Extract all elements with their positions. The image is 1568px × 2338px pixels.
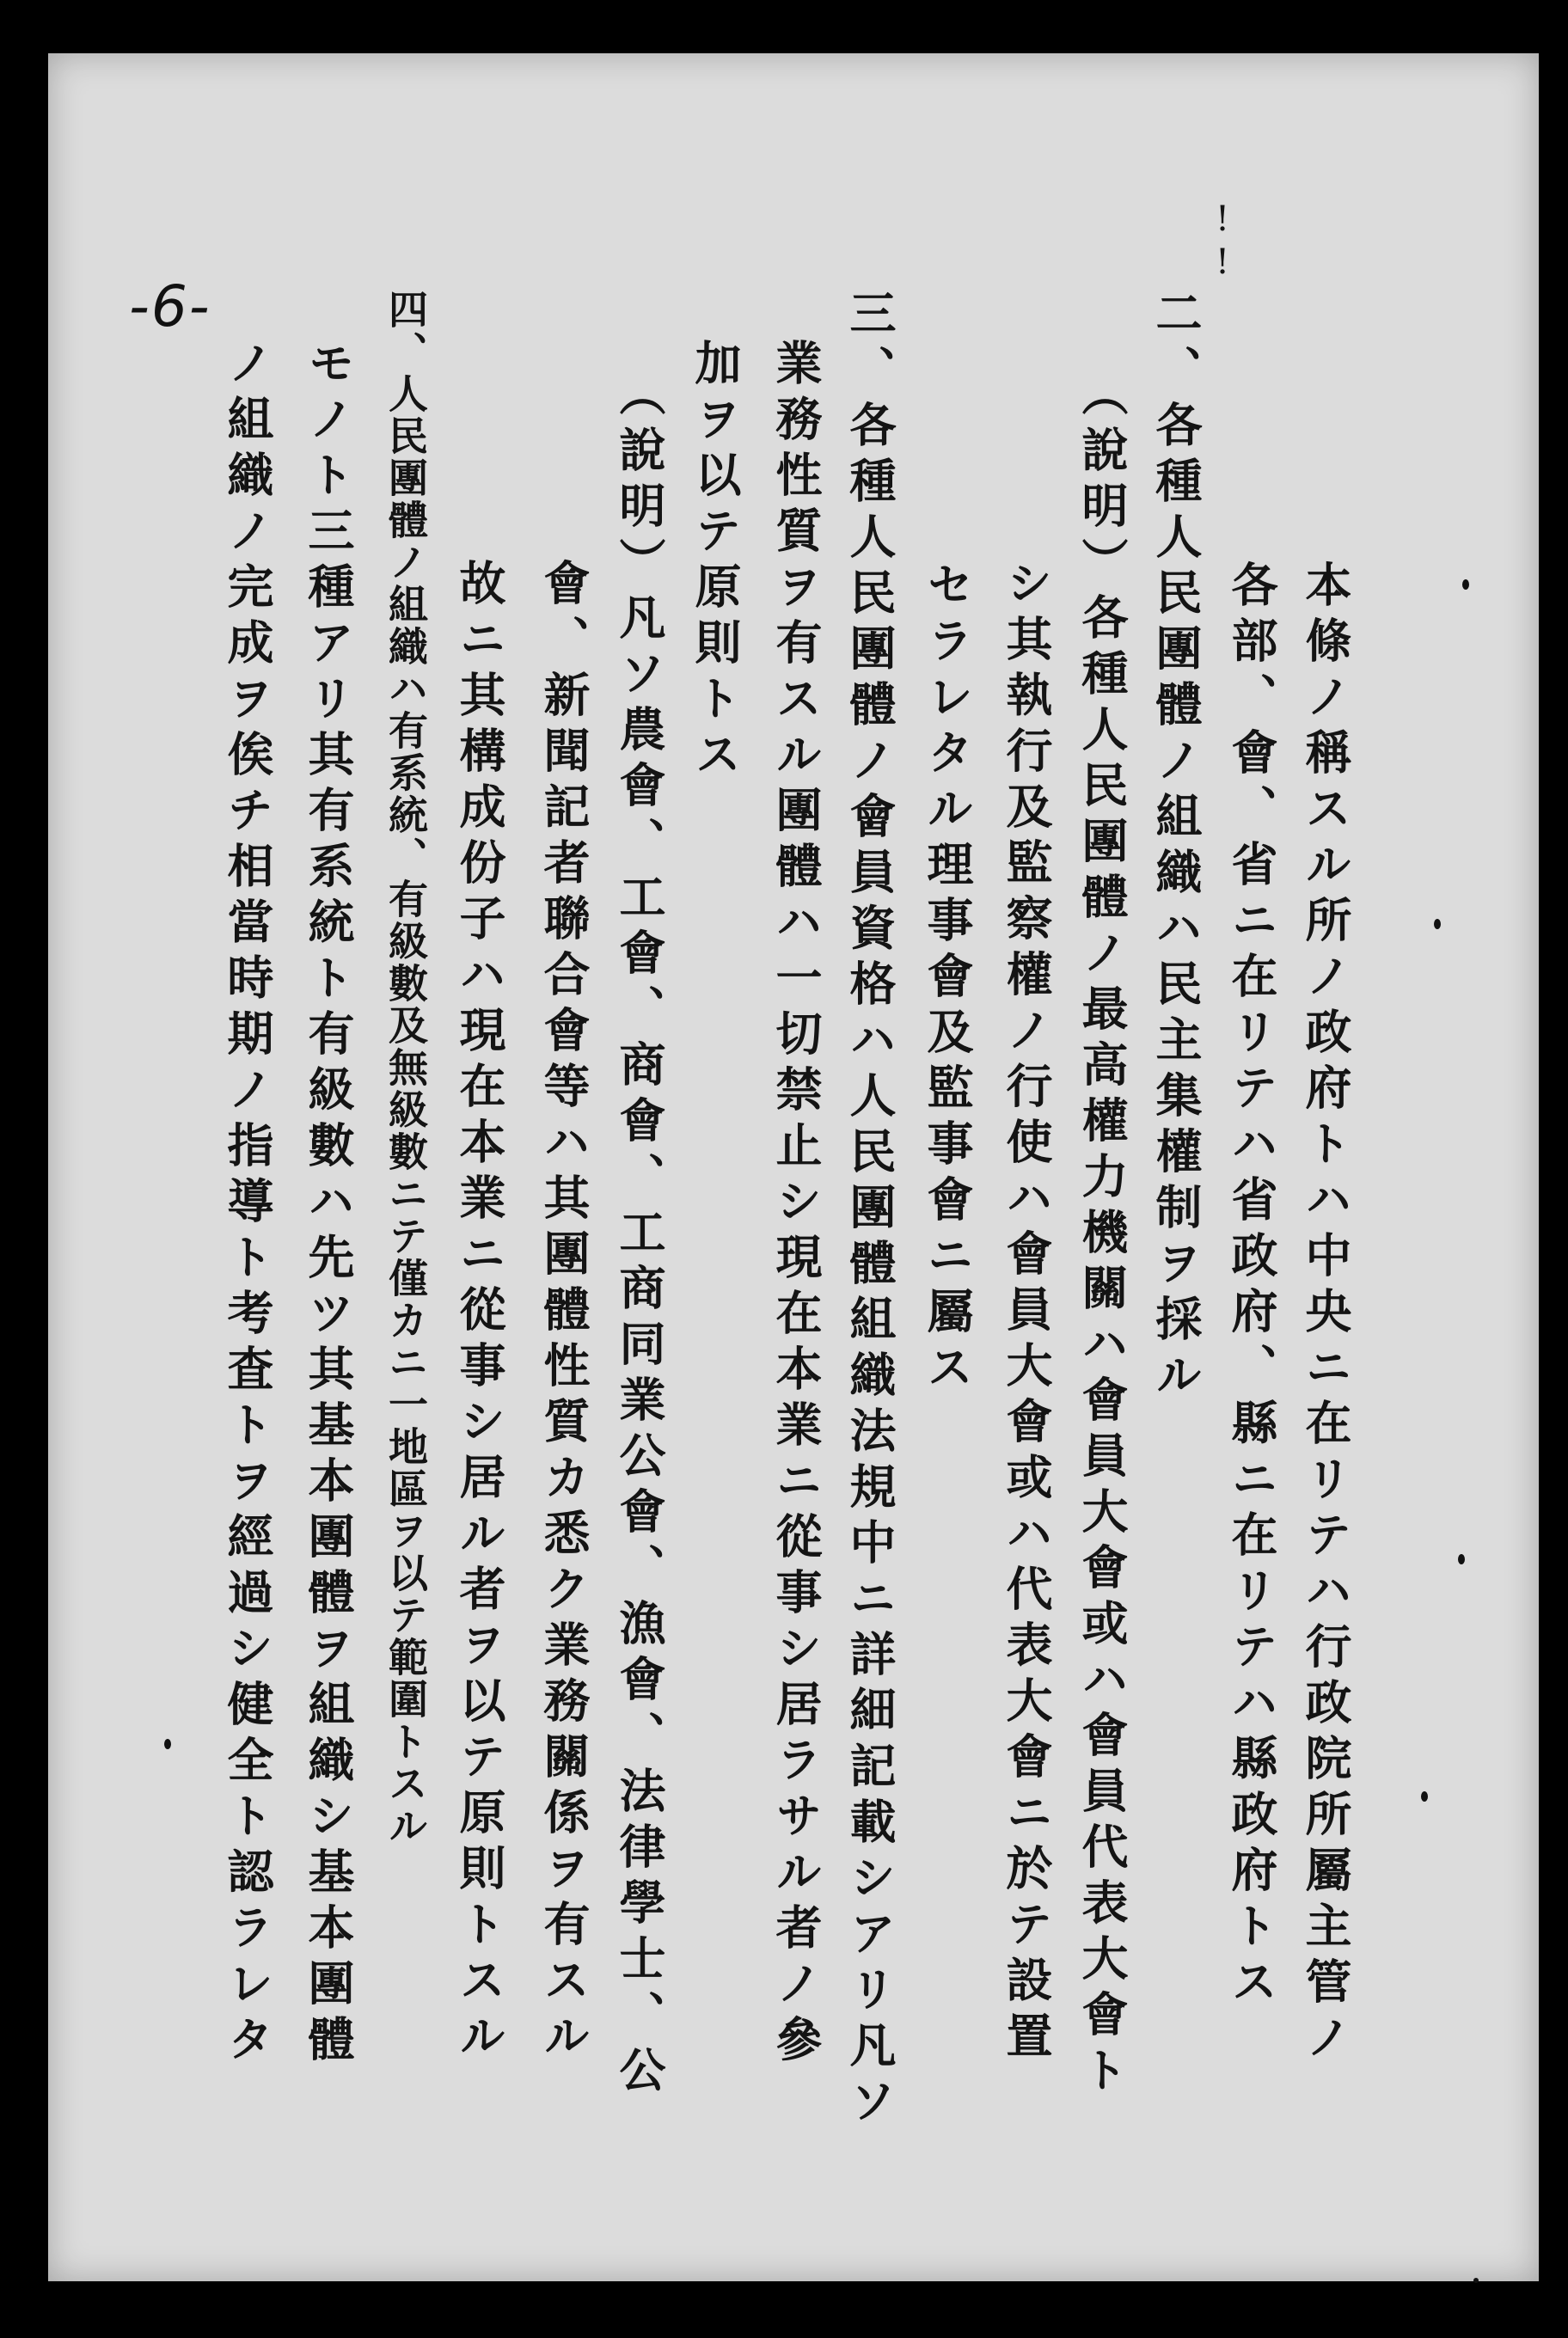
text-column-15: ノ組織ノ完成ヲ俟チ相當時期ノ指導ト考査トヲ經過シ健全ト認ラレタ xyxy=(220,339,275,2071)
ink-speck xyxy=(1421,1791,1428,1802)
text-column-6: セラレタル理事會及監事會ニ屬ス xyxy=(920,560,975,1399)
text-column-14: モノト三種アリ其有系統ト有級數ハ先ツ其基本團體ヲ組織シ基本團體 xyxy=(301,339,356,2071)
text-column-7: 三、各種人民團體ノ會員資格ハ人民團體組織法規中ニ詳細記載シアリ凡ソ xyxy=(842,289,897,2133)
page-number: -6- xyxy=(129,273,211,340)
ink-speck xyxy=(1462,579,1469,590)
ink-speck xyxy=(1434,919,1441,929)
text-column-9: 加ヲ以テ原則トス xyxy=(688,339,743,786)
text-column-13: 四、人民團體ノ組織ハ有系統、有級數及無級數ニテ僅カニ一地區ヲ以テ範圍トスル xyxy=(383,289,429,1847)
text-column-12: 故ニ其構成份子ハ現在本業ニ從事シ居ル者ヲ以テ原則トスル xyxy=(452,559,507,2067)
text-column-5: シ其執行及監察權ノ行使ハ會員大會或ハ代表大會ニ於テ設置 xyxy=(999,559,1054,2067)
margin-mark: !! xyxy=(1203,199,1242,285)
text-column-2: 各部、會、省ニ在リテハ省政府、縣ニ在リテハ縣政府トス xyxy=(1224,560,1279,2013)
ink-speck xyxy=(1473,2278,1479,2283)
text-column-11: 會、新聞記者聯合會等ハ其團體性質カ悉ク業務關係ヲ有スル xyxy=(536,559,591,2067)
text-column-8: 業務性質ヲ有スル團體ハ一切禁止シ現在本業ニ從事シ居ラサル者ノ參 xyxy=(769,339,824,2071)
text-column-10: （說明）凡ソ農會、工會、商會、工商同業公會、漁會、法律學士、公 xyxy=(612,370,667,2102)
ink-speck xyxy=(1458,1554,1465,1564)
text-column-4: （說明）各種人民團體ノ最高權力機關ハ會員大會或ハ會員代表大會ト xyxy=(1075,370,1130,2102)
ink-speck xyxy=(164,1739,171,1749)
text-column-1: 本條ノ稱スル所ノ政府トハ中央ニ在リテハ行政院所屬主管ノ xyxy=(1298,560,1353,2069)
text-column-3: 二、各種人民團體ノ組織ハ民主集權制ヲ採ル xyxy=(1148,289,1204,1406)
